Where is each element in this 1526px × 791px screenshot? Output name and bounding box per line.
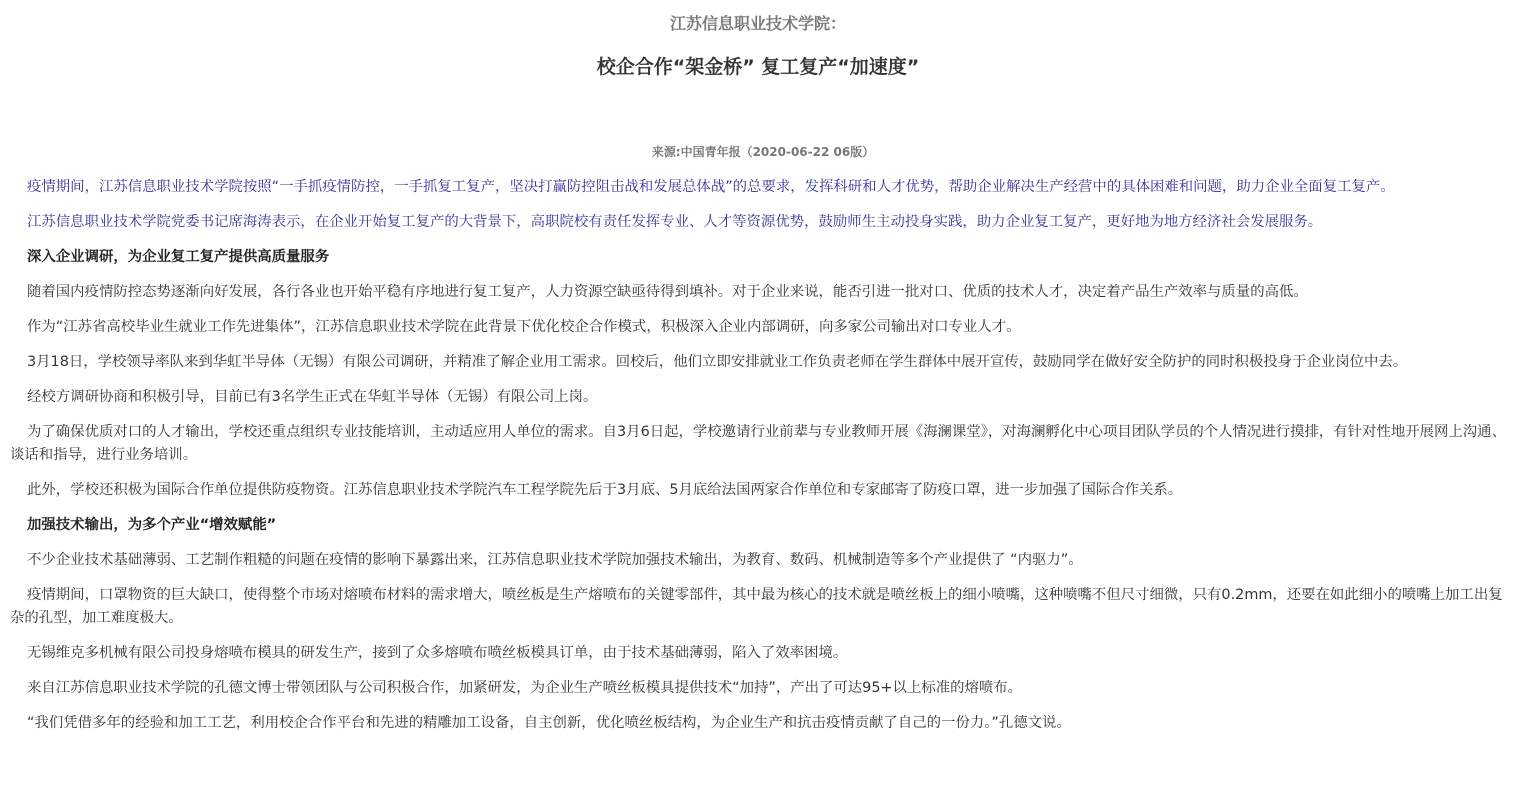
- body-paragraph: 无锡维克多机械有限公司投身熔喷布模具的研发生产，接到了众多熔喷布喷丝板模具订单，由于技术基础薄弱，陷入了效率困境。: [27, 645, 848, 661]
- body-paragraph: 来自江苏信息职业技术学院的孔德文博士带领团队与公司积极合作，加紧研发，为企业生产喷丝板模具提供技术“加持”，产出了可达95+以上标准的熔喷布。: [27, 680, 1023, 696]
- body-paragraph: 随着国内疫情防控态势逐渐向好发展，各行各业也开始平稳有序地进行复工复产，人力资源空缺亟待得到填补。对于企业来说，能否引进一批对口、优质的技术人才，决定着产品生产效率与质量的高低。: [27, 284, 1308, 300]
- article-source: 来源:中国青年报（2020-06-22 06版）: [651, 145, 875, 159]
- article-kicker: 江苏信息职业技术学院：: [669, 14, 846, 33]
- body-paragraph: “我们凭借多年的经验和加工工艺，利用校企合作平台和先进的精雕加工设备，自主创新，优化喷丝板结构，为企业生产和抗击疫情贡献了自己的一份力。”孔德文说。: [27, 715, 1071, 731]
- body-paragraph: 经校方调研协商和积极引导，目前已有3名学生正式在华虹半导体（无锡）有限公司上岗。: [27, 389, 598, 405]
- article-headline: 校企合作“架金桥” 复工复产“加速度”: [596, 56, 920, 78]
- section-heading: 深入企业调研，为企业复工复产提供高质量服务: [27, 249, 330, 265]
- section-heading: 加强技术输出，为多个产业“增效赋能”: [27, 517, 277, 533]
- body-paragraph: 不少企业技术基础薄弱、工艺制作粗糙的问题在疫情的影响下暴露出来，江苏信息职业技术学院加强技术输出，为教育、数码、机械制造等多个产业提供了 “内驱力”。: [27, 552, 1083, 568]
- lead-paragraph: 疫情期间，江苏信息职业技术学院按照“一手抓疫情防控，一手抓复工复产，坚决打赢防控阻击战和发展总体战”的总要求，发挥科研和人才优势，帮助企业解决生产经营中的具体困难和问题，助力企业全面复工复产。: [27, 179, 1395, 195]
- body-paragraph: 作为“江苏省高校毕业生就业工作先进集体”，江苏信息职业技术学院在此背景下优化校企合作模式，积极深入企业内部调研，向多家公司输出对口专业人才。: [27, 319, 1021, 335]
- body-paragraph: 3月18日，学校领导率队来到华虹半导体（无锡）有限公司调研，并精准了解企业用工需求。回校后，他们立即安排就业工作负责老师在学生群体中展开宣传，鼓励同学在做好安全防护的同时积极投身于企业岗位中去。: [27, 354, 1408, 370]
- article-body: [10, 176, 1506, 747]
- lead-paragraph: 江苏信息职业技术学院党委书记席海涛表示，在企业开始复工复产的大背景下，高职院校有责任发挥专业、人才等资源优势，鼓励师生主动投身实践，助力企业复工复产，更好地为地方经济社会发展服务。: [27, 214, 1323, 230]
- body-paragraph: 此外，学校还积极为国际合作单位提供防疫物资。江苏信息职业技术学院汽车工程学院先后于3月底、5月底给法国两家合作单位和专家邮寄了防疫口罩，进一步加强了国际合作关系。: [27, 482, 1183, 498]
- body-paragraph: 疫情期间，口罩物资的巨大缺口，使得整个市场对熔喷布材料的需求增大，喷丝板是生产熔喷布的关键零部件，其中最为核心的技术就是喷丝板上的细小喷嘴，这种喷嘴不但尺寸细微，只有0.2mm，还要在如此细小的喷嘴上加工出复杂的孔型，加工难度极大。: [10, 587, 1503, 626]
- body-paragraph: 为了确保优质对口的人才输出，学校还重点组织专业技能培训，主动适应用人单位的需求。自3月6日起，学校邀请行业前辈与专业教师开展《海澜课堂》，对海澜孵化中心项目团队学员的个人情况进行摸排，有针对性地开展网上沟通、谈话和指导，进行业务培训。: [10, 424, 1506, 463]
